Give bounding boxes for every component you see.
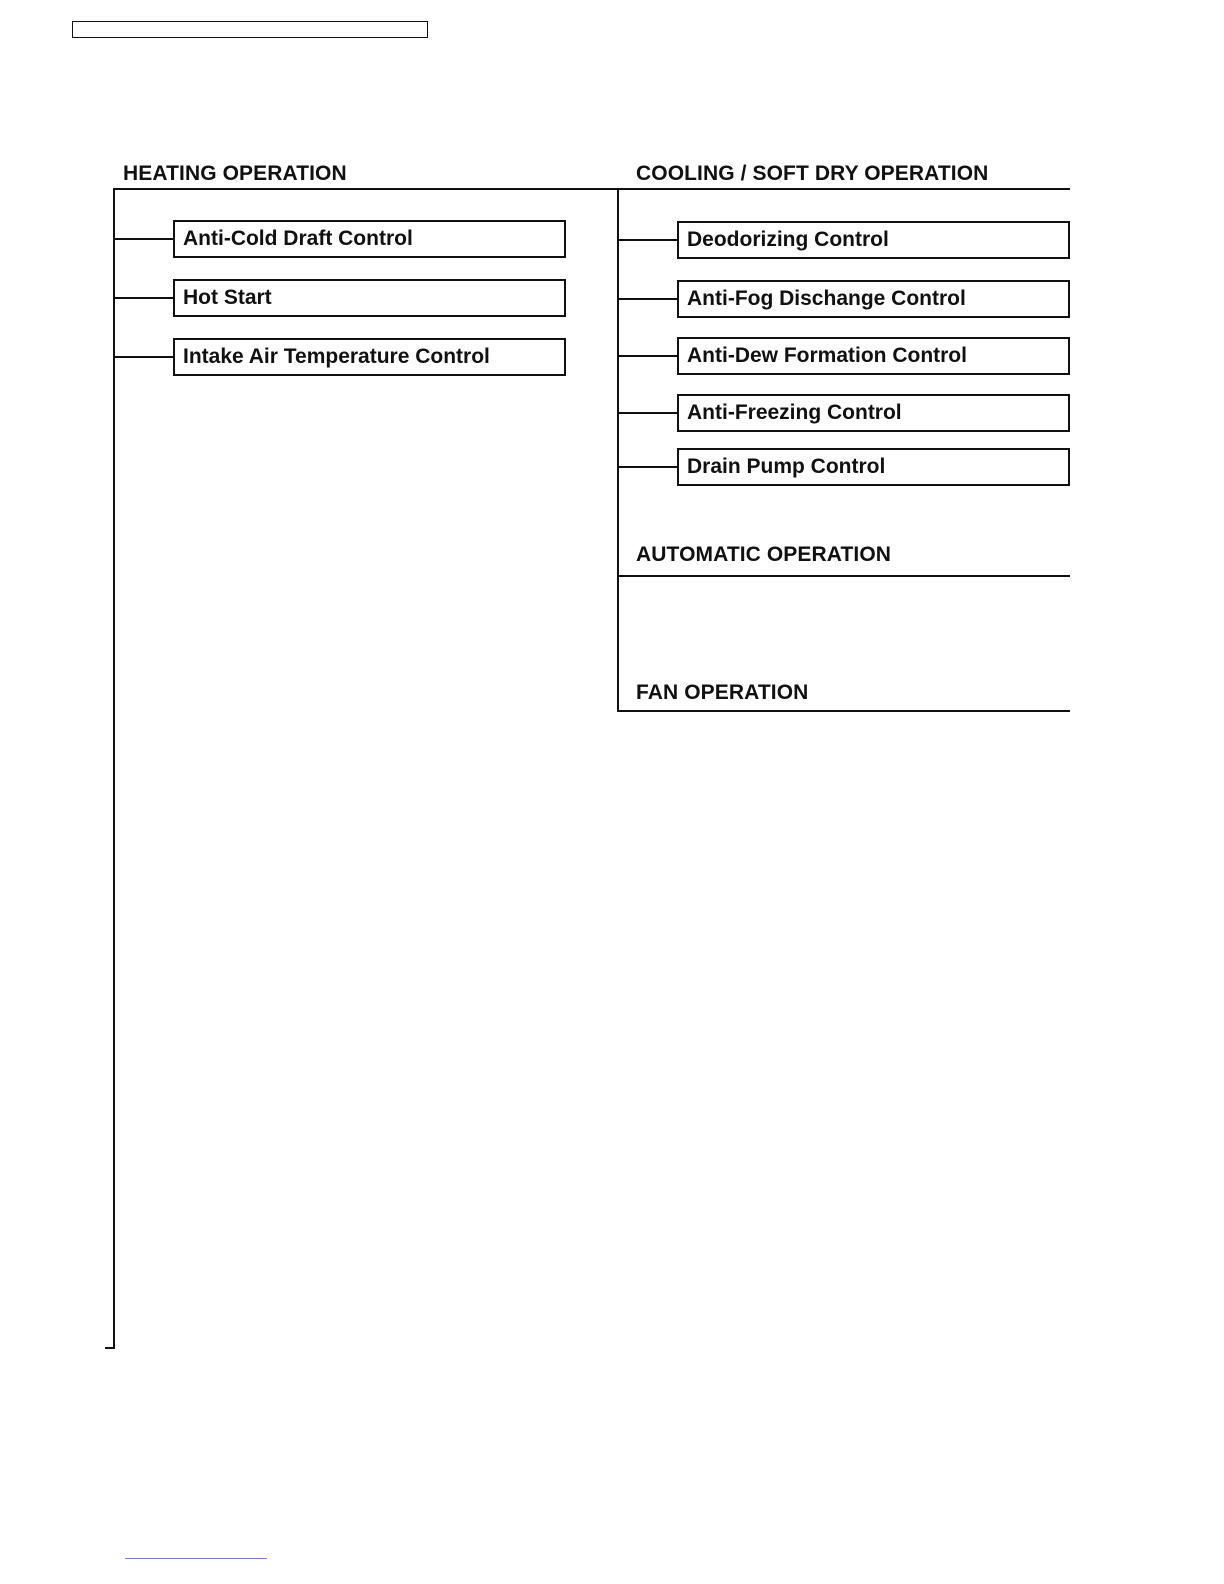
cooling-title-underline: [617, 188, 1070, 190]
anti-dew-formation-control-box: Anti-Dew Formation Control: [677, 337, 1070, 375]
cooling-trunk-line: [617, 188, 619, 712]
fan-operation-title: FAN OPERATION: [636, 681, 809, 704]
heating-title-underline: [113, 188, 617, 190]
heating-connector-2: [113, 297, 175, 299]
cooling-connector-1: [617, 239, 679, 241]
heating-connector-1: [113, 238, 175, 240]
cooling-operation-title: COOLING / SOFT DRY OPERATION: [636, 162, 989, 185]
hot-start-box: Hot Start: [173, 279, 566, 317]
cooling-connector-5: [617, 466, 679, 468]
cooling-connector-3: [617, 355, 679, 357]
automatic-title-underline: [617, 575, 1070, 577]
footer-link-line[interactable]: [125, 1558, 267, 1559]
anti-freezing-control-box: Anti-Freezing Control: [677, 394, 1070, 432]
heating-connector-3: [113, 356, 175, 358]
cooling-connector-4: [617, 412, 679, 414]
heating-trunk-end: [105, 1347, 115, 1349]
automatic-operation-title: AUTOMATIC OPERATION: [636, 543, 892, 566]
cooling-connector-2: [617, 298, 679, 300]
fan-title-underline: [617, 710, 1070, 712]
anti-fog-discharge-control-box: Anti-Fog Dischange Control: [677, 280, 1070, 318]
intake-air-temperature-control-box: Intake Air Temperature Control: [173, 338, 566, 376]
drain-pump-control-box: Drain Pump Control: [677, 448, 1070, 486]
heating-trunk-line: [113, 188, 115, 1349]
header-box: [72, 21, 428, 38]
heating-operation-title: HEATING OPERATION: [123, 162, 347, 185]
anti-cold-draft-control-box: Anti-Cold Draft Control: [173, 220, 566, 258]
deodorizing-control-box: Deodorizing Control: [677, 221, 1070, 259]
